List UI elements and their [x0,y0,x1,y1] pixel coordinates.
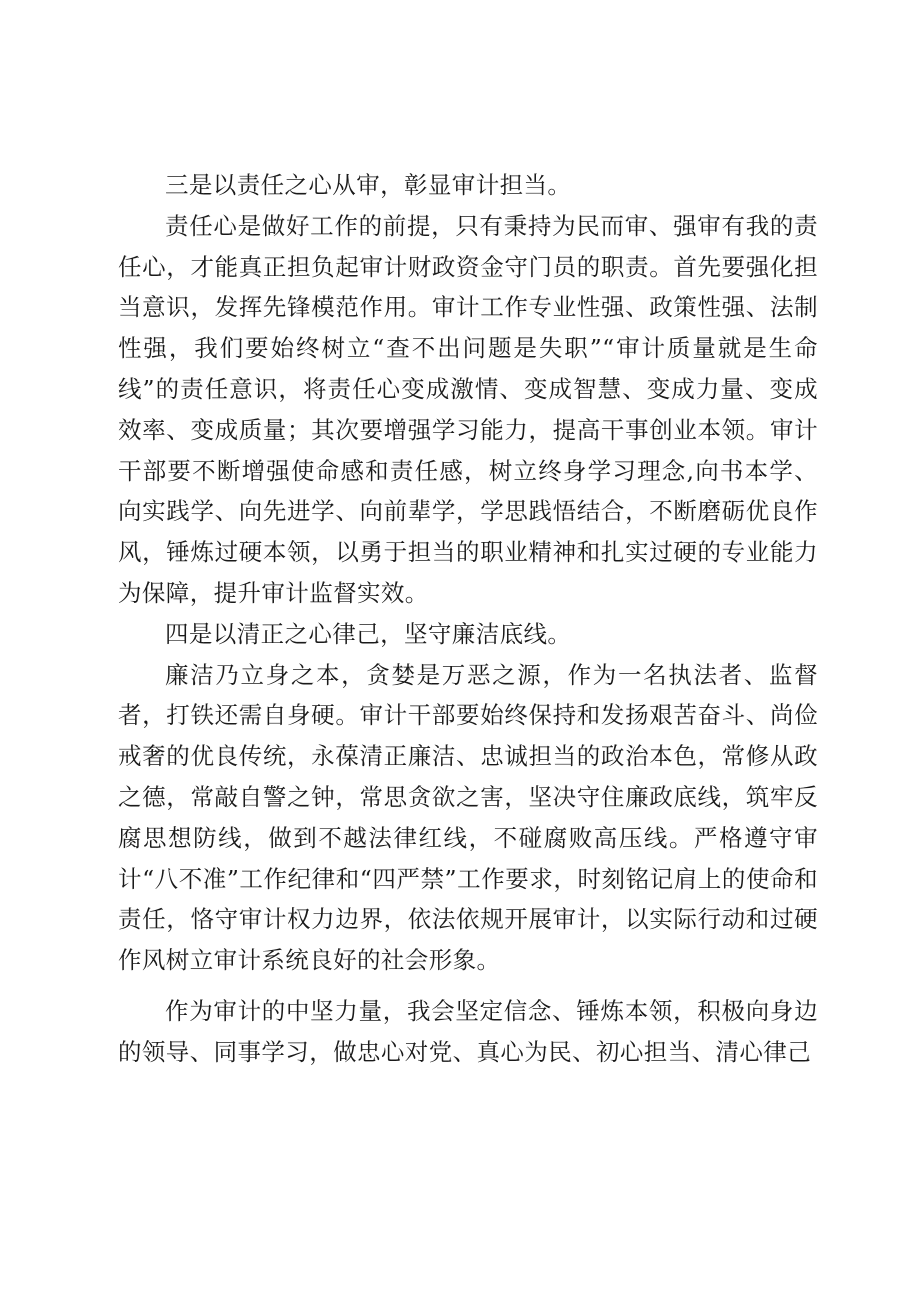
closing-paragraph: 作为审计的中坚力量，我会坚定信念、锤炼本领，积极向身边的领导、同事学习，做忠心对党、真心为民、初心担当、清心律己 [118,996,818,1066]
section-3-paragraph: 责任心是做好工作的前提，只有秉持为民而审、强审有我的责任心，才能真正担负起审计财政资金守门员的职责。首先要强化担当意识，发挥先锋模范作用。审计工作专业性强、政策性强、法制性强，我们要始终树立“查不出问题是失职”“审计质量就是生命线”的责任意识，将责任心变成激情、变成智慧、变成力量、变成效率、变成质量；其次要增强学习能力，提高干事创业本领。审计干部要不断增强使命感和责任感，树立终身学习理念,向书本学、向实践学、向先进学、向前辈学，学思践悟结合，不断磨砺优良作风，锤炼过硬本领，以勇于担当的职业精神和扎实过硬的专业能力为保障，提升审计监督实效。 [118,211,818,607]
section-3-heading: 三是以责任之心从审，彰显审计担当。 [165,171,572,199]
section-4-heading: 四是以清正之心律己，坚守廉洁底线。 [165,619,572,648]
document-body [118,165,818,1073]
section-4-paragraph: 廉洁乃立身之本，贪婪是万恶之源，作为一名执法者、监督者，打铁还需自身硬。审计干部要始终保持和发扬艰苦奋斗、尚俭戒奢的优良传统，永葆清正廉洁、忠诚担当的政治本色，常修从政之德，常敲自警之钟，常思贪欲之害，坚决守住廉政底线，筑牢反腐思想防线，做到不越法律红线，不碰腐败高压线。严格遵守审计“八不准”工作纪律和“四严禁”工作要求，时刻铭记肩上的使命和责任，恪守审计权力边界，依法依规开展审计，以实际行动和过硬作风树立审计系统良好的社会形象。 [118,660,818,975]
